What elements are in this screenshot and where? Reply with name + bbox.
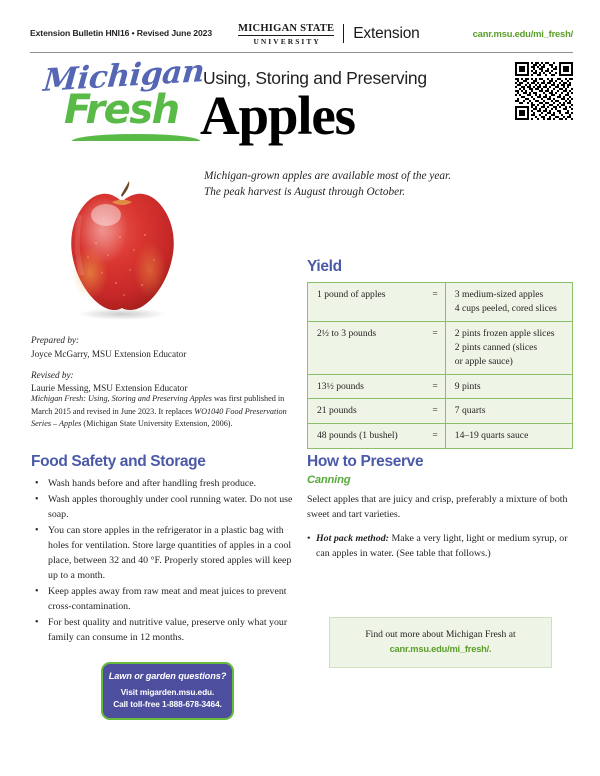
qr-code-icon[interactable] xyxy=(515,62,573,120)
hot-pack-text: Make a very light, light or medium syrup, or can apples in water. (See table that follows.) xyxy=(316,533,568,560)
yield-quantity-text: 48 pounds (1 bushel) xyxy=(317,430,398,442)
yield-equals-sign: = xyxy=(432,405,438,417)
yield-table-row xyxy=(308,321,573,374)
yield-table-row xyxy=(308,399,573,424)
yield-quantity-text: 2½ to 3 pounds xyxy=(317,327,377,339)
revised-by-label: Revised by: xyxy=(31,369,74,380)
yield-equals-sign: = xyxy=(432,327,438,339)
msu-extension-logo xyxy=(238,23,420,46)
food-safety-list-item: • For best quality and nutritive value, preserve only what your family can consume in 12 months. xyxy=(31,615,303,645)
title-kicker: Using, Storing and Preserving xyxy=(203,68,427,88)
yield-quantity-cell xyxy=(308,399,446,424)
yield-result-line: 9 pints xyxy=(454,380,481,392)
yield-quantity-cell xyxy=(308,374,446,399)
lawn-garden-title: Lawn or garden questions? xyxy=(108,671,227,681)
yield-result-line: 4 cups peeled, cored slices xyxy=(454,302,557,314)
canning-paragraph: Select apples that are juicy and crisp, preferably a mixture of both sweet and tart varieties. xyxy=(307,494,568,521)
hot-pack-label: Hot pack method: xyxy=(316,533,389,545)
yield-result-line: 2 pints canned (slices xyxy=(454,341,538,353)
yield-result-cell xyxy=(445,424,572,449)
logo-fresh-text: Fresh xyxy=(64,87,179,133)
yield-quantity-cell xyxy=(308,321,446,374)
canning-subheading: Canning xyxy=(307,474,351,486)
logo-swoosh xyxy=(72,134,200,141)
yield-section xyxy=(307,258,573,449)
yield-result-cell xyxy=(445,399,572,424)
bulletin-number: Extension Bulletin HNI16 • Revised June 2023 xyxy=(30,28,213,38)
yield-table-row xyxy=(308,374,573,399)
yield-quantity-cell xyxy=(308,283,446,322)
publication-history xyxy=(31,393,303,431)
find-out-more-url[interactable]: canr.msu.edu/mi_fresh/. xyxy=(389,644,492,655)
find-out-more-box xyxy=(329,617,552,668)
yield-heading: Yield xyxy=(307,258,342,275)
how-to-preserve-heading: How to Preserve xyxy=(307,453,424,470)
yield-quantity-cell xyxy=(308,424,446,449)
yield-equals-sign: = xyxy=(432,380,438,392)
pub-history-title-1: Michigan Fresh: Using, Storing and Preserving Apples xyxy=(31,394,212,403)
yield-table-row xyxy=(308,424,573,449)
pub-history-text-1: was first published in March 2015 and revised in June 2023. It replaces xyxy=(31,394,285,416)
food-safety-list-item: • You can store apples in the refrigerator in a plastic bag with holes for ventilation. Store large quantities of apples in a cool place, between 32 and 40 °F. Properly stored apples will keep up to a month. xyxy=(31,523,303,583)
yield-table-body xyxy=(308,283,573,449)
subtitle-line-1: Michigan-grown apples are available most of the year. xyxy=(204,170,452,182)
food-safety-section xyxy=(31,453,303,647)
michigan-fresh-logo xyxy=(34,53,206,138)
prepared-by-label: Prepared by: xyxy=(31,335,80,345)
apple-photo xyxy=(50,175,195,325)
yield-result-line: 3 medium-sized apples xyxy=(454,289,544,300)
lawn-garden-phone[interactable]: Call toll-free 1-888-678-3464. xyxy=(113,699,222,710)
yield-result-cell xyxy=(445,321,572,374)
yield-result-line: 7 quarts xyxy=(454,405,486,417)
prepared-by-name: Joyce McGarry, MSU Extension Educator xyxy=(31,348,187,359)
yield-table xyxy=(307,282,573,449)
food-safety-heading: Food Safety and Storage xyxy=(31,453,206,470)
yield-quantity-text: 21 pounds xyxy=(317,405,357,417)
yield-result-cell xyxy=(445,283,572,322)
lawn-garden-box xyxy=(101,662,234,720)
msu-extension-word: Extension xyxy=(353,24,420,42)
food-safety-list xyxy=(31,476,303,646)
yield-equals-sign: = xyxy=(432,430,438,442)
page-subtitle xyxy=(204,168,504,200)
header-divider-rule xyxy=(30,52,573,53)
yield-result-cell xyxy=(445,374,572,399)
msu-wordmark-top: MICHIGAN STATE xyxy=(238,23,334,36)
yield-result-line: or apple sauce) xyxy=(454,355,513,367)
msu-wordmark-bottom: UNIVERSITY xyxy=(253,37,321,47)
prepared-by-block xyxy=(31,334,301,362)
hot-pack-method-bullet xyxy=(307,531,573,561)
how-to-preserve-section xyxy=(307,453,573,561)
pub-history-text-2: (Michigan State University Extension, 2006). xyxy=(81,419,233,429)
yield-table-row xyxy=(308,283,573,322)
yield-result-line: 14–19 quarts sauce xyxy=(454,430,529,442)
food-safety-list-item: • Keep apples away from raw meat and meat juices to prevent cross-contamination. xyxy=(31,584,303,614)
subtitle-line-2: The peak harvest is August through October. xyxy=(204,186,406,199)
yield-equals-sign: = xyxy=(432,289,438,300)
yield-quantity-text: 13½ pounds xyxy=(317,380,364,392)
find-out-more-text: Find out more about Michigan Fresh at xyxy=(365,629,516,640)
yield-result-line: 2 pints frozen apple slices xyxy=(454,327,555,339)
page-title: Apples xyxy=(200,85,355,146)
msu-wordmark xyxy=(238,23,343,46)
page-header xyxy=(0,0,600,52)
food-safety-list-item: • Wash hands before and after handling fresh produce. xyxy=(31,476,303,491)
food-safety-list-item: • Wash apples thoroughly under cool running water. Do not use soap. xyxy=(31,492,303,522)
lawn-garden-website[interactable]: Visit migarden.msu.edu. xyxy=(120,687,215,697)
revised-by-name: Laurie Messing, MSU Extension Educator xyxy=(31,383,188,394)
yield-quantity-text: 1 pound of apples xyxy=(317,289,386,300)
header-url-link[interactable]: canr.msu.edu/mi_fresh/ xyxy=(472,28,573,39)
pub-history-title-2: WO1040 Food Preservation Series – Apples xyxy=(31,406,287,429)
logo-michigan-text: Michigan xyxy=(42,53,206,99)
